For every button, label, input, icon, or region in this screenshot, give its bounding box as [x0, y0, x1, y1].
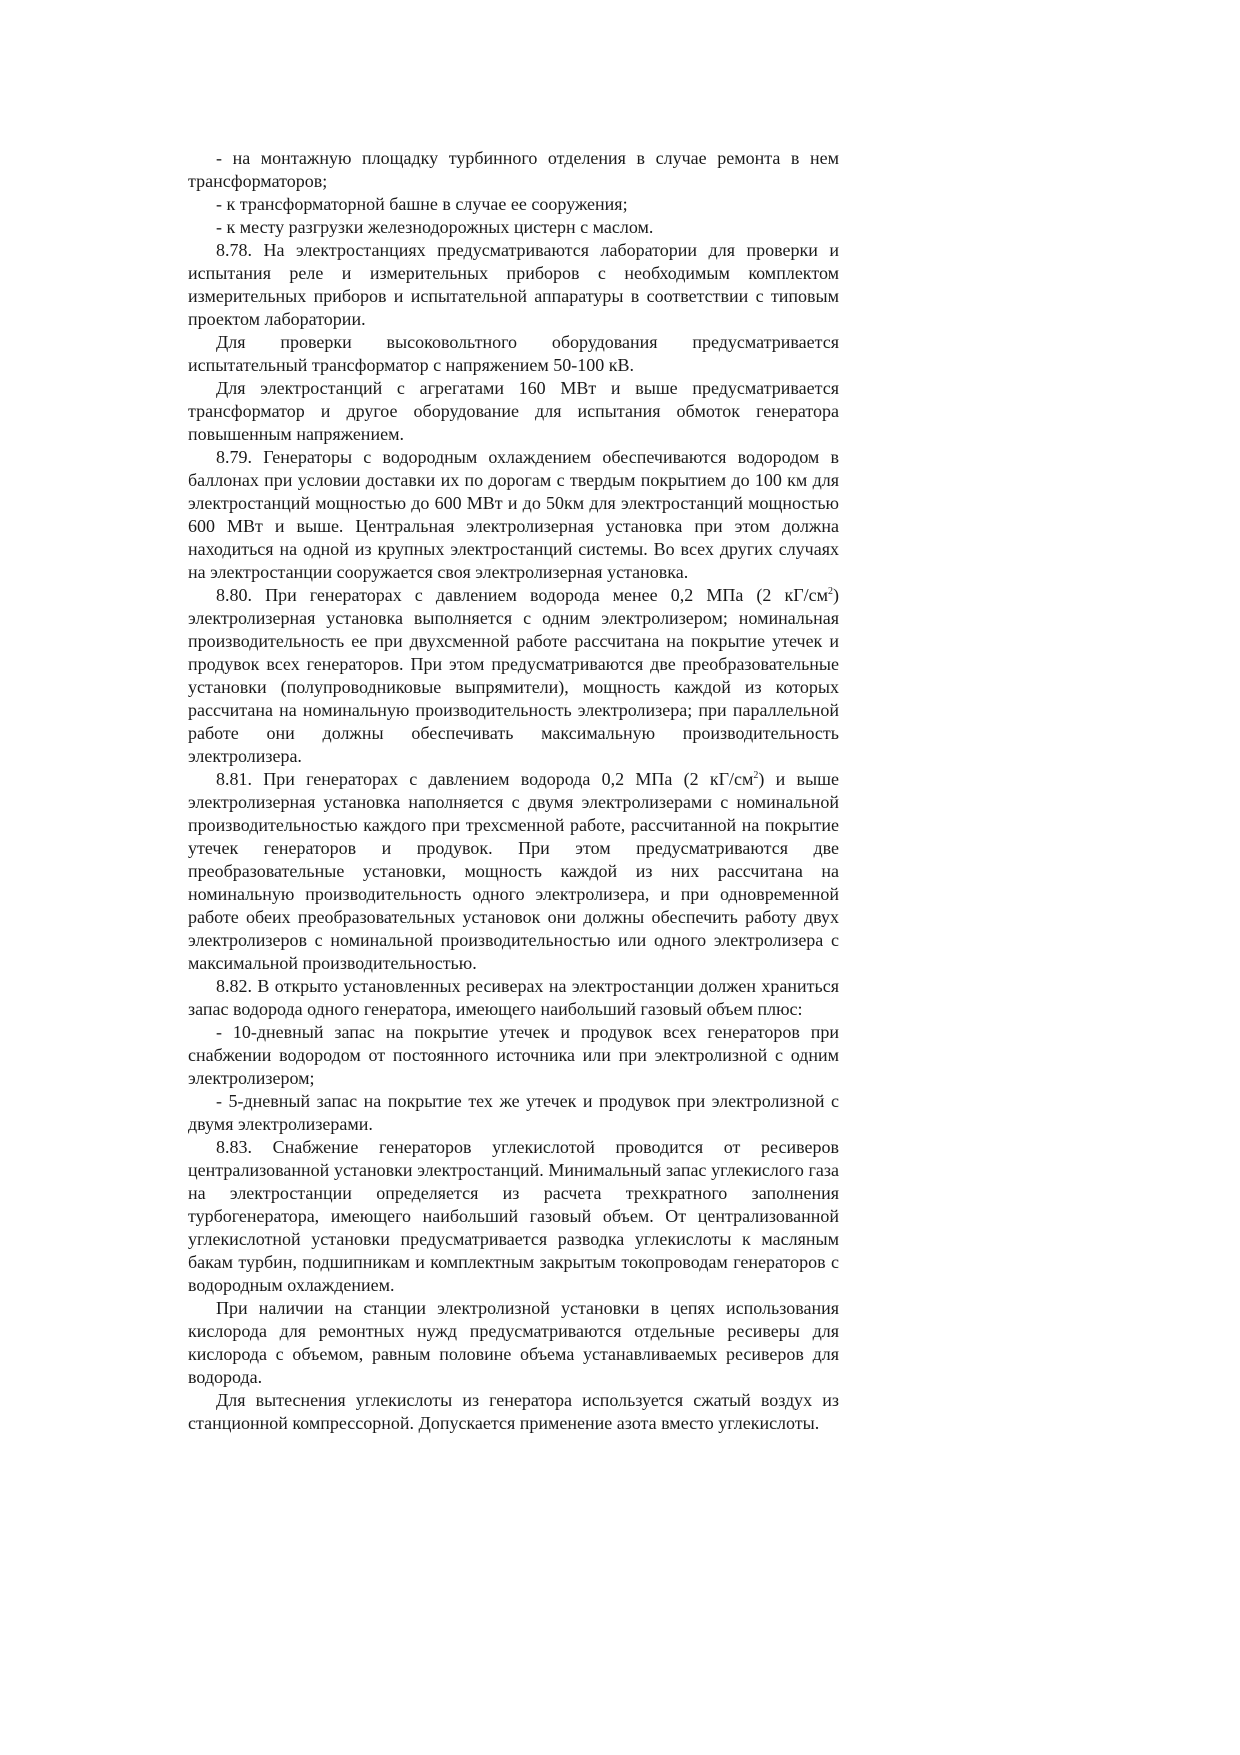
paragraph-8-81-part1: 8.81. При генераторах с давлением водорода 0,2 МПа (2 кГ/см — [216, 769, 754, 789]
paragraph-dash-tanks: - к месту разгрузки железнодорожных цистерн с маслом. — [216, 217, 654, 237]
paragraph-8-80-part1: 8.80. При генераторах с давлением водорода менее 0,2 МПа (2 кГ/см — [216, 585, 828, 605]
paragraph-8-82: 8.82. В открыто установленных ресиверах на электростанции должен храниться запас водорода одного генератора, имеющего наибольший газовый объем плюс: — [188, 976, 839, 1019]
paragraph-160mw: Для электростанций с агрегатами 160 МВт и выше предусматривается трансформатор и другое оборудование для испытания обмоток генератора повышенным напряжением. — [188, 378, 839, 444]
document-page — [188, 147, 839, 1435]
paragraph-8-78: 8.78. На электростанциях предусматриваются лаборатории для проверки и испытания реле и измерительных приборов с необходимым комплектом измерительных приборов и испытательной аппаратуры в соответствии с типовым проектом лаборатории. — [188, 240, 839, 329]
paragraph-8-80 — [188, 584, 839, 768]
paragraph-hv-test: Для проверки высоковольтного оборудования предусматривается испытательный трансформатор с напряжением 50-100 кВ. — [188, 332, 839, 375]
superscript: 2 — [753, 770, 759, 781]
paragraph-8-83: 8.83. Снабжение генераторов углекислотой проводится от ресиверов централизованной установки электростанций. Минимальный запас углекислого газа на электростанции определяется из расчета трехкратного заполнения турбогенератора, имеющего наибольший газовый объем. От централизованной углекислотной установки предусматривается разводка углекислоты к масляным бакам турбин, подшипникам и комплектным закрытым токопроводам генераторов с водородным охлаждением. — [188, 1137, 839, 1295]
paragraph-8-81 — [188, 768, 839, 975]
superscript: 2 — [828, 586, 833, 597]
paragraph-dash-tower: - к трансформаторной башне в случае ее сооружения; — [216, 194, 628, 214]
paragraph-8-81-part2: ) и выше электролизерная установка наполняется с двумя электролизерами с номинальной производительностью каждого при трехсменной работе, рассчитанной на покрытие утечек генераторов и продувок. При этом предусматриваются две преобразовательные установки, мощность каждой из них рассчитана на номинальную производительность одного электролизера, и при одновременной работе обеих преобразовательных установок они должны обеспечить работу двух электролизеров с номинальной производительностью или одного электролизера с максимальной производительностью. — [188, 769, 839, 973]
paragraph-dash-5day: - 5-дневный запас на покрытие тех же утечек и продувок при электролизной с двумя электролизерами. — [188, 1091, 839, 1134]
paragraph-dash-10day: - 10-дневный запас на покрытие утечек и продувок всех генераторов при снабжении водородом от постоянного источника или при электролизной с одним электролизером; — [188, 1022, 839, 1088]
paragraph-dash-turbine: - на монтажную площадку турбинного отделения в случае ремонта в нем трансформаторов; — [188, 148, 839, 191]
paragraph-8-80-part2: ) электролизерная установка выполняется с одним электролизером; номинальная производительность ее при двухсменной работе рассчитана на покрытие утечек и продувок всех генераторов. При этом предусматриваются две преобразовательные установки (полупроводниковые выпрямители), мощность каждой из которых рассчитана на номинальную производительность электролизера; при параллельной работе они должны обеспечивать максимальную производительность электролизера. — [188, 585, 839, 766]
paragraph-oxygen: При наличии на станции электролизной установки в цепях использования кислорода для ремонтных нужд предусматриваются отдельные ресиверы для кислорода с объемом, равным половине объема устанавливаемых ресиверов для водорода. — [188, 1298, 839, 1387]
paragraph-8-79: 8.79. Генераторы с водородным охлаждением обеспечиваются водородом в баллонах при условии доставки их по дорогам с твердым покрытием до 100 км для электростанций мощностью до 600 МВт и до 50км для электростанций мощностью 600 МВт и выше. Центральная электролизерная установка при этом должна находиться на одной из крупных электростанций системы. Во всех других случаях на электростанции сооружается своя электролизерная установка. — [188, 447, 839, 582]
paragraph-air: Для вытеснения углекислоты из генератора используется сжатый воздух из станционной компрессорной. Допускается применение азота вместо углекислоты. — [188, 1390, 839, 1433]
